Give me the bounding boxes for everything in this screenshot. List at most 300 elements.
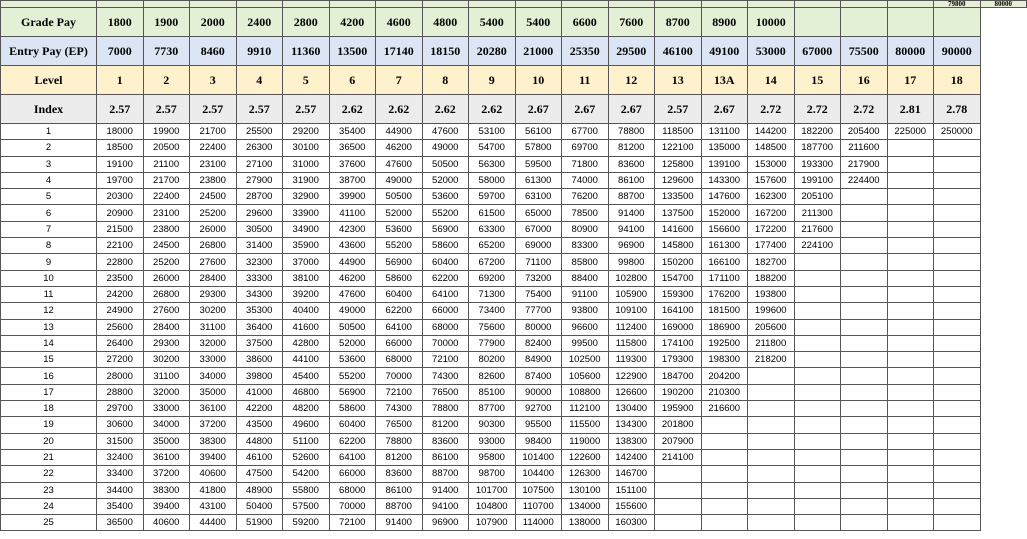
- pay-cell: 32000: [190, 335, 237, 351]
- pay-cell: 181500: [701, 303, 748, 319]
- pay-cell: [887, 335, 934, 351]
- pay-cell: 119300: [608, 352, 655, 368]
- pay-cell: 20300: [97, 189, 144, 205]
- pay-cell: 147600: [701, 189, 748, 205]
- pay-cell: 74000: [562, 172, 609, 188]
- pay-cell: 38300: [190, 433, 237, 449]
- pay-cell: [748, 433, 795, 449]
- pay-cell: 109100: [608, 303, 655, 319]
- pay-cell: 76200: [562, 189, 609, 205]
- table-row: [1, 189, 1027, 205]
- table-row: [1, 205, 1027, 221]
- header-cell: 2.67: [608, 95, 655, 124]
- row-index: 9: [1, 254, 97, 270]
- pay-cell: 31400: [236, 238, 283, 254]
- header-cell: 11360: [283, 37, 330, 66]
- pay-cell: 30200: [143, 352, 190, 368]
- pay-cell: 157600: [748, 172, 795, 188]
- pay-cell: 62200: [422, 270, 469, 286]
- pay-cell: 176200: [701, 286, 748, 302]
- pay-cell: 46200: [376, 140, 423, 156]
- header-cell: 1: [97, 66, 144, 95]
- pay-cell: 95500: [515, 417, 562, 433]
- header-cell: 7600: [608, 8, 655, 37]
- pay-cell: 66000: [329, 466, 376, 482]
- partial-cell: [748, 1, 795, 8]
- pay-cell: 182200: [794, 124, 841, 140]
- pay-cell: 199600: [748, 303, 795, 319]
- pay-cell: [794, 449, 841, 465]
- header-cell: 15: [794, 66, 841, 95]
- partial-cell: [608, 1, 655, 8]
- pay-cell: 59700: [469, 189, 516, 205]
- pay-cell: 81200: [376, 449, 423, 465]
- pay-cell: 118500: [655, 124, 702, 140]
- pay-cell: 77900: [469, 335, 516, 351]
- pay-cell: [887, 433, 934, 449]
- pay-cell: 171100: [701, 270, 748, 286]
- pay-cell: [934, 466, 981, 482]
- pay-cell: 72100: [422, 352, 469, 368]
- header-cell: 4: [236, 66, 283, 95]
- pay-cell: 80200: [469, 352, 516, 368]
- pay-cell: 42200: [236, 401, 283, 417]
- row-index: 1: [1, 124, 97, 140]
- pay-cell: 37600: [329, 156, 376, 172]
- table-row: [1, 303, 1027, 319]
- pay-cell: [841, 449, 888, 465]
- pay-cell: 146700: [608, 466, 655, 482]
- pay-cell: 31000: [283, 156, 330, 172]
- pay-cell: [748, 417, 795, 433]
- pay-cell: 34400: [97, 482, 144, 498]
- pay-cell: 53600: [329, 352, 376, 368]
- pay-cell: [887, 254, 934, 270]
- header-cell: 5400: [469, 8, 516, 37]
- pay-cell: 47600: [376, 156, 423, 172]
- pay-cell: 78800: [376, 433, 423, 449]
- table-row: [1, 384, 1027, 400]
- pay-cell: 29200: [283, 124, 330, 140]
- pay-cell: 29300: [143, 335, 190, 351]
- pay-cell: 49600: [283, 417, 330, 433]
- partial-cell: [376, 1, 423, 8]
- header-cell: 67000: [794, 37, 841, 66]
- pay-cell: 33000: [143, 401, 190, 417]
- pay-cell: 26000: [143, 270, 190, 286]
- header-cell: [841, 8, 888, 37]
- pay-cell: 152000: [701, 205, 748, 221]
- pay-cell: [794, 417, 841, 433]
- pay-cell: [841, 368, 888, 384]
- pay-cell: 39400: [143, 498, 190, 514]
- pay-cell: [887, 238, 934, 254]
- pay-cell: 169000: [655, 319, 702, 335]
- pay-cell: 81200: [422, 417, 469, 433]
- header-cell: 4600: [376, 8, 423, 37]
- pay-cell: [934, 319, 981, 335]
- pay-cell: [701, 498, 748, 514]
- pay-cell: 50500: [376, 189, 423, 205]
- partial-cell: [190, 1, 237, 8]
- pay-cell: [887, 156, 934, 172]
- header-cell: 8460: [190, 37, 237, 66]
- pay-cell: 122900: [608, 368, 655, 384]
- pay-cell: 80900: [562, 221, 609, 237]
- header-cell: 2.67: [515, 95, 562, 124]
- row-index: 8: [1, 238, 97, 254]
- row-index: 10: [1, 270, 97, 286]
- header-cell: 8: [422, 66, 469, 95]
- pay-cell: 21100: [143, 156, 190, 172]
- pay-cell: 148500: [748, 140, 795, 156]
- pay-cell: [841, 482, 888, 498]
- pay-cell: [841, 319, 888, 335]
- header-cell: 5: [283, 66, 330, 95]
- pay-cell: 104800: [469, 498, 516, 514]
- pay-cell: [748, 384, 795, 400]
- pay-cell: 99500: [562, 335, 609, 351]
- pay-cell: 134000: [562, 498, 609, 514]
- pay-cell: [887, 449, 934, 465]
- pay-cell: [841, 417, 888, 433]
- pay-cell: 67700: [562, 124, 609, 140]
- pay-cell: 37200: [190, 417, 237, 433]
- pay-cell: 23100: [190, 156, 237, 172]
- row-index: 21: [1, 449, 97, 465]
- header-cell: 13A: [701, 66, 748, 95]
- header-cell: 75500: [841, 37, 888, 66]
- row-label: Level: [1, 66, 97, 95]
- pay-cell: [887, 270, 934, 286]
- pay-cell: [934, 384, 981, 400]
- pay-cell: [748, 449, 795, 465]
- header-cell: 2.57: [283, 95, 330, 124]
- pay-cell: 22100: [97, 238, 144, 254]
- pay-cell: 33300: [236, 270, 283, 286]
- pay-cell: 204200: [701, 368, 748, 384]
- pay-cell: [701, 449, 748, 465]
- pay-cell: [934, 482, 981, 498]
- header-cell: 14: [748, 66, 795, 95]
- pay-cell: 77700: [515, 303, 562, 319]
- pay-cell: 162300: [748, 189, 795, 205]
- header-cell: 2.62: [376, 95, 423, 124]
- pay-cell: 29700: [97, 401, 144, 417]
- header-cell: 29500: [608, 37, 655, 66]
- pay-cell: 155600: [608, 498, 655, 514]
- pay-cell: [887, 286, 934, 302]
- header-cell: [934, 8, 981, 37]
- pay-cell: 192500: [701, 335, 748, 351]
- pay-cell: 74300: [422, 368, 469, 384]
- pay-cell: 78800: [608, 124, 655, 140]
- pay-cell: 34000: [190, 368, 237, 384]
- header-cell: 3: [190, 66, 237, 95]
- header-cell: 2.72: [748, 95, 795, 124]
- pay-cell: [887, 417, 934, 433]
- header-cell: 7730: [143, 37, 190, 66]
- pay-cell: [887, 515, 934, 531]
- pay-cell: 122100: [655, 140, 702, 156]
- header-cell: 9: [469, 66, 516, 95]
- partial-cell: [515, 1, 562, 8]
- pay-cell: [887, 303, 934, 319]
- header-cell: 2.57: [143, 95, 190, 124]
- pay-cell: 20900: [97, 205, 144, 221]
- pay-cell: [934, 417, 981, 433]
- pay-cell: 85800: [562, 254, 609, 270]
- row-index: 2: [1, 140, 97, 156]
- pay-cell: 187700: [794, 140, 841, 156]
- pay-cell: 72100: [376, 384, 423, 400]
- pay-cell: 82600: [469, 368, 516, 384]
- pay-cell: 40400: [283, 303, 330, 319]
- pay-cell: 41800: [190, 482, 237, 498]
- pay-cell: 25200: [190, 205, 237, 221]
- level-row: [1, 66, 1027, 95]
- pay-cell: 19700: [97, 172, 144, 188]
- pay-cell: 98400: [515, 433, 562, 449]
- pay-cell: 39400: [190, 449, 237, 465]
- pay-cell: 37000: [283, 254, 330, 270]
- pay-cell: 143300: [701, 172, 748, 188]
- pay-cell: 177400: [748, 238, 795, 254]
- pay-cell: 61300: [515, 172, 562, 188]
- pay-cell: 64100: [422, 286, 469, 302]
- pay-cell: 23500: [97, 270, 144, 286]
- table-row: [1, 515, 1027, 531]
- pay-cell: 70000: [329, 498, 376, 514]
- pay-cell: [934, 205, 981, 221]
- table-row: [1, 368, 1027, 384]
- pay-cell: 55200: [376, 238, 423, 254]
- pay-cell: 96600: [562, 319, 609, 335]
- pay-cell: 51900: [236, 515, 283, 531]
- pay-cell: 190200: [655, 384, 702, 400]
- pay-cell: 39800: [236, 368, 283, 384]
- pay-cell: [841, 254, 888, 270]
- pay-cell: [794, 466, 841, 482]
- pay-cell: 164100: [655, 303, 702, 319]
- pay-cell: [841, 384, 888, 400]
- pay-cell: 30100: [283, 140, 330, 156]
- pay-cell: 44100: [283, 352, 330, 368]
- pay-cell: 44400: [190, 515, 237, 531]
- pay-cell: 70000: [422, 335, 469, 351]
- pay-cell: [841, 466, 888, 482]
- pay-cell: 151100: [608, 482, 655, 498]
- header-cell: 2.57: [655, 95, 702, 124]
- pay-cell: 52000: [422, 172, 469, 188]
- pay-cell: 38100: [283, 270, 330, 286]
- table-row: [1, 417, 1027, 433]
- pay-cell: 44900: [329, 254, 376, 270]
- pay-cell: 35400: [329, 124, 376, 140]
- header-cell: 2.72: [794, 95, 841, 124]
- pay-cell: 92700: [515, 401, 562, 417]
- row-label: Grade Pay: [1, 8, 97, 37]
- pay-cell: 66000: [376, 335, 423, 351]
- pay-cell: 35000: [143, 433, 190, 449]
- row-index: 16: [1, 368, 97, 384]
- pay-cell: 69200: [469, 270, 516, 286]
- pay-cell: 26300: [236, 140, 283, 156]
- pay-cell: 55200: [422, 205, 469, 221]
- pay-cell: 21500: [97, 221, 144, 237]
- pay-cell: [748, 401, 795, 417]
- table-row: [1, 238, 1027, 254]
- pay-cell: 94100: [422, 498, 469, 514]
- pay-cell: 105600: [562, 368, 609, 384]
- pay-cell: 96900: [422, 515, 469, 531]
- pay-cell: 32900: [283, 189, 330, 205]
- pay-cell: [934, 238, 981, 254]
- header-cell: 2.78: [934, 95, 981, 124]
- pay-cell: [934, 270, 981, 286]
- pay-cell: [841, 189, 888, 205]
- partial-top-row: [1, 1, 1027, 8]
- header-cell: 18: [934, 66, 981, 95]
- pay-cell: 138300: [608, 433, 655, 449]
- pay-cell: 210300: [701, 384, 748, 400]
- pay-cell: 115500: [562, 417, 609, 433]
- pay-cell: [934, 221, 981, 237]
- pay-cell: 26800: [190, 238, 237, 254]
- pay-cell: 62200: [376, 303, 423, 319]
- pay-cell: [934, 498, 981, 514]
- partial-cell: 79800: [934, 1, 981, 8]
- header-cell: 9910: [236, 37, 283, 66]
- pay-cell: 29300: [190, 286, 237, 302]
- pay-cell: 33000: [190, 352, 237, 368]
- pay-cell: 69000: [515, 238, 562, 254]
- header-cell: 2.62: [329, 95, 376, 124]
- header-cell: 2.62: [469, 95, 516, 124]
- pay-cell: 112100: [562, 401, 609, 417]
- pay-cell: 56900: [376, 254, 423, 270]
- pay-cell: 102500: [562, 352, 609, 368]
- pay-cell: 21700: [190, 124, 237, 140]
- pay-cell: 72100: [329, 515, 376, 531]
- pay-cell: 211300: [794, 205, 841, 221]
- pay-cell: 47600: [329, 286, 376, 302]
- pay-cell: 19900: [143, 124, 190, 140]
- pay-cell: 28400: [143, 319, 190, 335]
- pay-cell: 36100: [143, 449, 190, 465]
- pay-cell: 34900: [283, 221, 330, 237]
- pay-cell: [887, 205, 934, 221]
- pay-cell: 76500: [376, 417, 423, 433]
- pay-cell: [748, 482, 795, 498]
- header-cell: 53000: [748, 37, 795, 66]
- pay-cell: 159300: [655, 286, 702, 302]
- pay-cell: [934, 286, 981, 302]
- row-index: 14: [1, 335, 97, 351]
- pay-cell: [841, 433, 888, 449]
- pay-cell: 199100: [794, 172, 841, 188]
- pay-cell: [794, 303, 841, 319]
- pay-cell: 179300: [655, 352, 702, 368]
- pay-cell: 133500: [655, 189, 702, 205]
- pay-cell: 198300: [701, 352, 748, 368]
- pay-cell: 125800: [655, 156, 702, 172]
- pay-cell: 161300: [701, 238, 748, 254]
- pay-cell: 30200: [190, 303, 237, 319]
- pay-cell: 41100: [329, 205, 376, 221]
- pay-cell: 26000: [190, 221, 237, 237]
- pay-cell: 34300: [236, 286, 283, 302]
- pay-cell: 214100: [655, 449, 702, 465]
- pay-cell: 68000: [329, 482, 376, 498]
- pay-cell: 30500: [236, 221, 283, 237]
- pay-cell: 41000: [236, 384, 283, 400]
- header-cell: 7: [376, 66, 423, 95]
- pay-cell: [841, 270, 888, 286]
- header-cell: 2800: [283, 8, 330, 37]
- pay-cell: 32000: [143, 384, 190, 400]
- header-cell: 80000: [887, 37, 934, 66]
- pay-cell: [887, 140, 934, 156]
- pay-cell: 60400: [329, 417, 376, 433]
- pay-cell: 63100: [515, 189, 562, 205]
- header-cell: 10: [515, 66, 562, 95]
- table-row: [1, 156, 1027, 172]
- pay-cell: 82400: [515, 335, 562, 351]
- pay-cell: 43100: [190, 498, 237, 514]
- pay-cell: 167200: [748, 205, 795, 221]
- header-cell: 21000: [515, 37, 562, 66]
- header-cell: 13: [655, 66, 702, 95]
- pay-cell: 43600: [329, 238, 376, 254]
- table-row: [1, 270, 1027, 286]
- pay-cell: 59200: [283, 515, 330, 531]
- pay-cell: 71800: [562, 156, 609, 172]
- pay-cell: 46800: [283, 384, 330, 400]
- pay-cell: 205600: [748, 319, 795, 335]
- pay-cell: 68000: [376, 352, 423, 368]
- pay-cell: 107500: [515, 482, 562, 498]
- pay-cell: 207900: [655, 433, 702, 449]
- pay-cell: 73400: [469, 303, 516, 319]
- pay-cell: 160300: [608, 515, 655, 531]
- pay-cell: [934, 352, 981, 368]
- pay-cell: 58600: [376, 270, 423, 286]
- pay-cell: 26400: [97, 335, 144, 351]
- pay-cell: 184700: [655, 368, 702, 384]
- header-cell: 2.72: [841, 95, 888, 124]
- pay-cell: 93800: [562, 303, 609, 319]
- pay-cell: [887, 482, 934, 498]
- pay-cell: 24200: [97, 286, 144, 302]
- header-cell: 17140: [376, 37, 423, 66]
- pay-cell: 110700: [515, 498, 562, 514]
- header-cell: 16: [841, 66, 888, 95]
- pay-cell: 93000: [469, 433, 516, 449]
- pay-cell: 78800: [422, 401, 469, 417]
- pay-cell: 56900: [329, 384, 376, 400]
- pay-cell: 60400: [422, 254, 469, 270]
- pay-cell: [794, 319, 841, 335]
- pay-cell: 217600: [794, 221, 841, 237]
- pay-cell: [841, 205, 888, 221]
- pay-cell: 126300: [562, 466, 609, 482]
- pay-cell: 19100: [97, 156, 144, 172]
- pay-cell: 75400: [515, 286, 562, 302]
- row-index: 22: [1, 466, 97, 482]
- pay-cell: 27600: [190, 254, 237, 270]
- partial-cell: [283, 1, 330, 8]
